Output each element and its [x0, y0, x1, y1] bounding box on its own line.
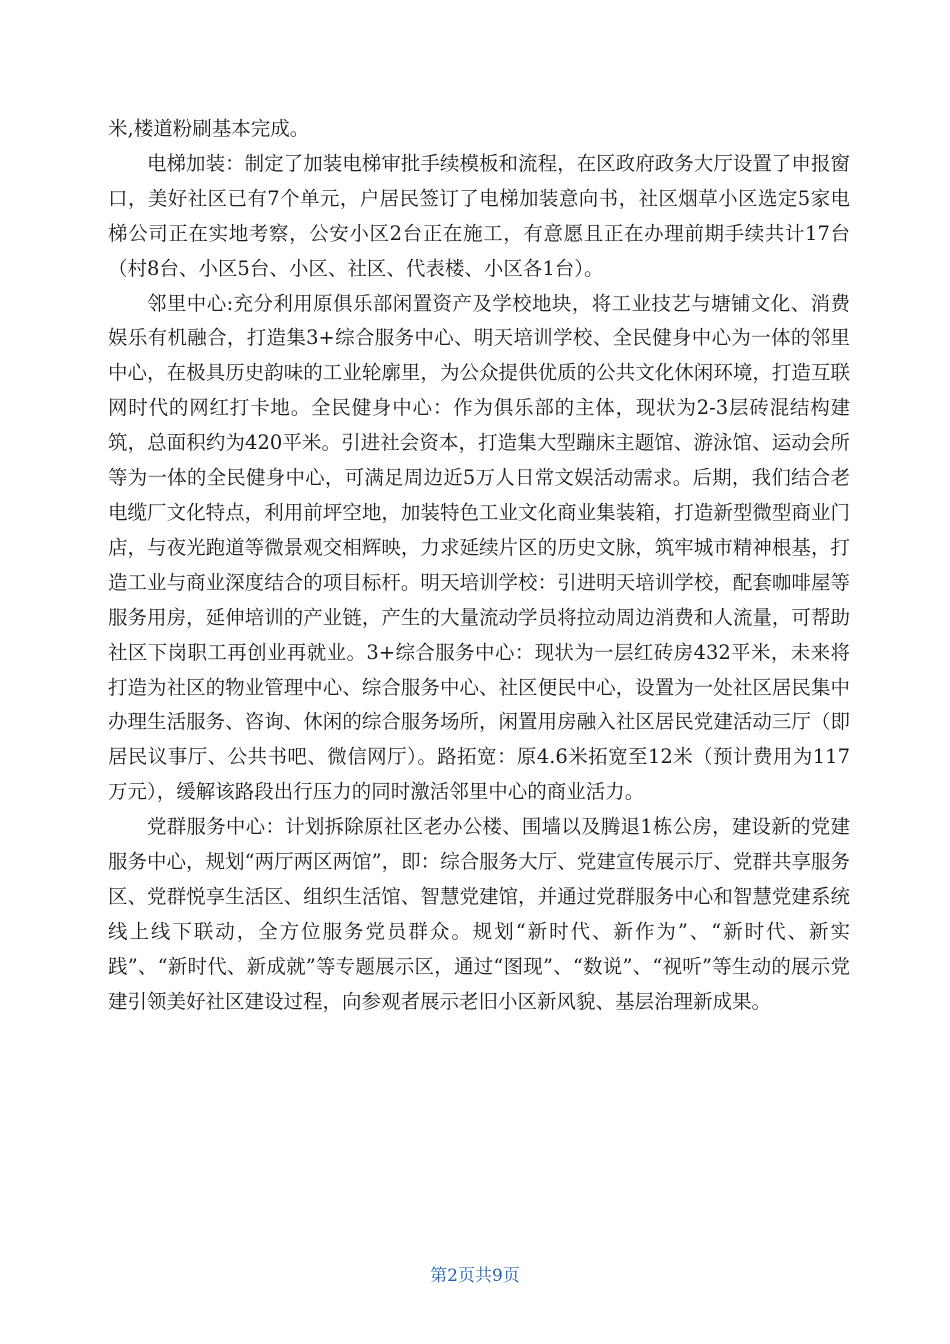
paragraph-neighborhood-center: 邻里中心:充分利用原俱乐部闲置资产及学校地块，将工业技艺与塘铺文化、消费娱乐有机融合，打造集3+综合服务中心、明天培训学校、全民健身中心为一体的邻里中心，在极具历史韵味的工业轮廓里，为公众提供优质的公共文化休闲环境，打造互联网时代的网红打卡地。全民健身中心：作为俱乐部的主体，现状为2-3层砖混结构建筑，总面积约为420平米。引进社会资本，打造集大型蹦床主题馆、游泳馆、运动会所等为一体的全民健身中心，可满足周边近5万人日常文娱活动需求。后期，我们结合老电缆厂文化特点，利用前坪空地，加装特色工业文化商业集装箱，打造新型微型商业门店，与夜光跑道等微景观交相辉映，力求延续片区的历史文脉，筑牢城市精神根基，打造工业与商业深度结合的项目标杆。明天培训学校：引进明天培训学校，配套咖啡屋等服务用房，延伸培训的产业链，产生的大量流动学员将拉动周边消费和人流量，可帮助社区下岗职工再创业再就业。3+综合服务中心：现状为一层红砖房432平米，未来将打造为社区的物业管理中心、综合服务中心、社区便民中心，设置为一处社区居民集中办理生活服务、咨询、休闲的综合服务场所，闲置用房融入社区居民党建活动三厅（即居民议事厅、公共书吧、微信网厅）。路拓宽：原4.6米拓宽至12米（预计费用为117万元），缓解该路段出行压力的同时激活邻里中心的商业活力。 — [108, 291, 850, 804]
paragraph-continuation: 米,楼道粉刷基本完成。 — [108, 117, 310, 140]
paragraph-party-service-center: 党群服务中心：计划拆除原社区老办公楼、围墙以及腾退1栋公房，建设新的党建服务中心，规划“两厅两区两馆”，即：综合服务大厅、党建宣传展示厅、党群共享服务区、党群悦享生活区、组织生活馆、智慧党建馆，并通过党群服务中心和智慧党建系统线上线下联动，全方位服务党员群众。规划“新时代、新作为”、“新时代、新实践”、“新时代、新成就”等专题展示区，通过“图现”、“数说”、“视听”等生动的展示党建引领美好社区建设过程，向参观者展示老旧小区新风貌、基层治理新成果。 — [108, 815, 850, 1013]
document-body — [108, 112, 850, 1020]
page-number-footer: 第2页共9页 — [430, 1266, 520, 1286]
paragraph-elevator-installation: 电梯加装：制定了加装电梯审批手续模板和流程，在区政府政务大厅设置了申报窗口，美好社区已有7个单元，户居民签订了电梯加装意向书，社区烟草小区选定5家电梯公司正在实地考察，公安小区2台正在施工，有意愿且正在办理前期手续共计17台（村8台、小区5台、小区、社区、代表楼、小区各1台）。 — [108, 151, 850, 280]
